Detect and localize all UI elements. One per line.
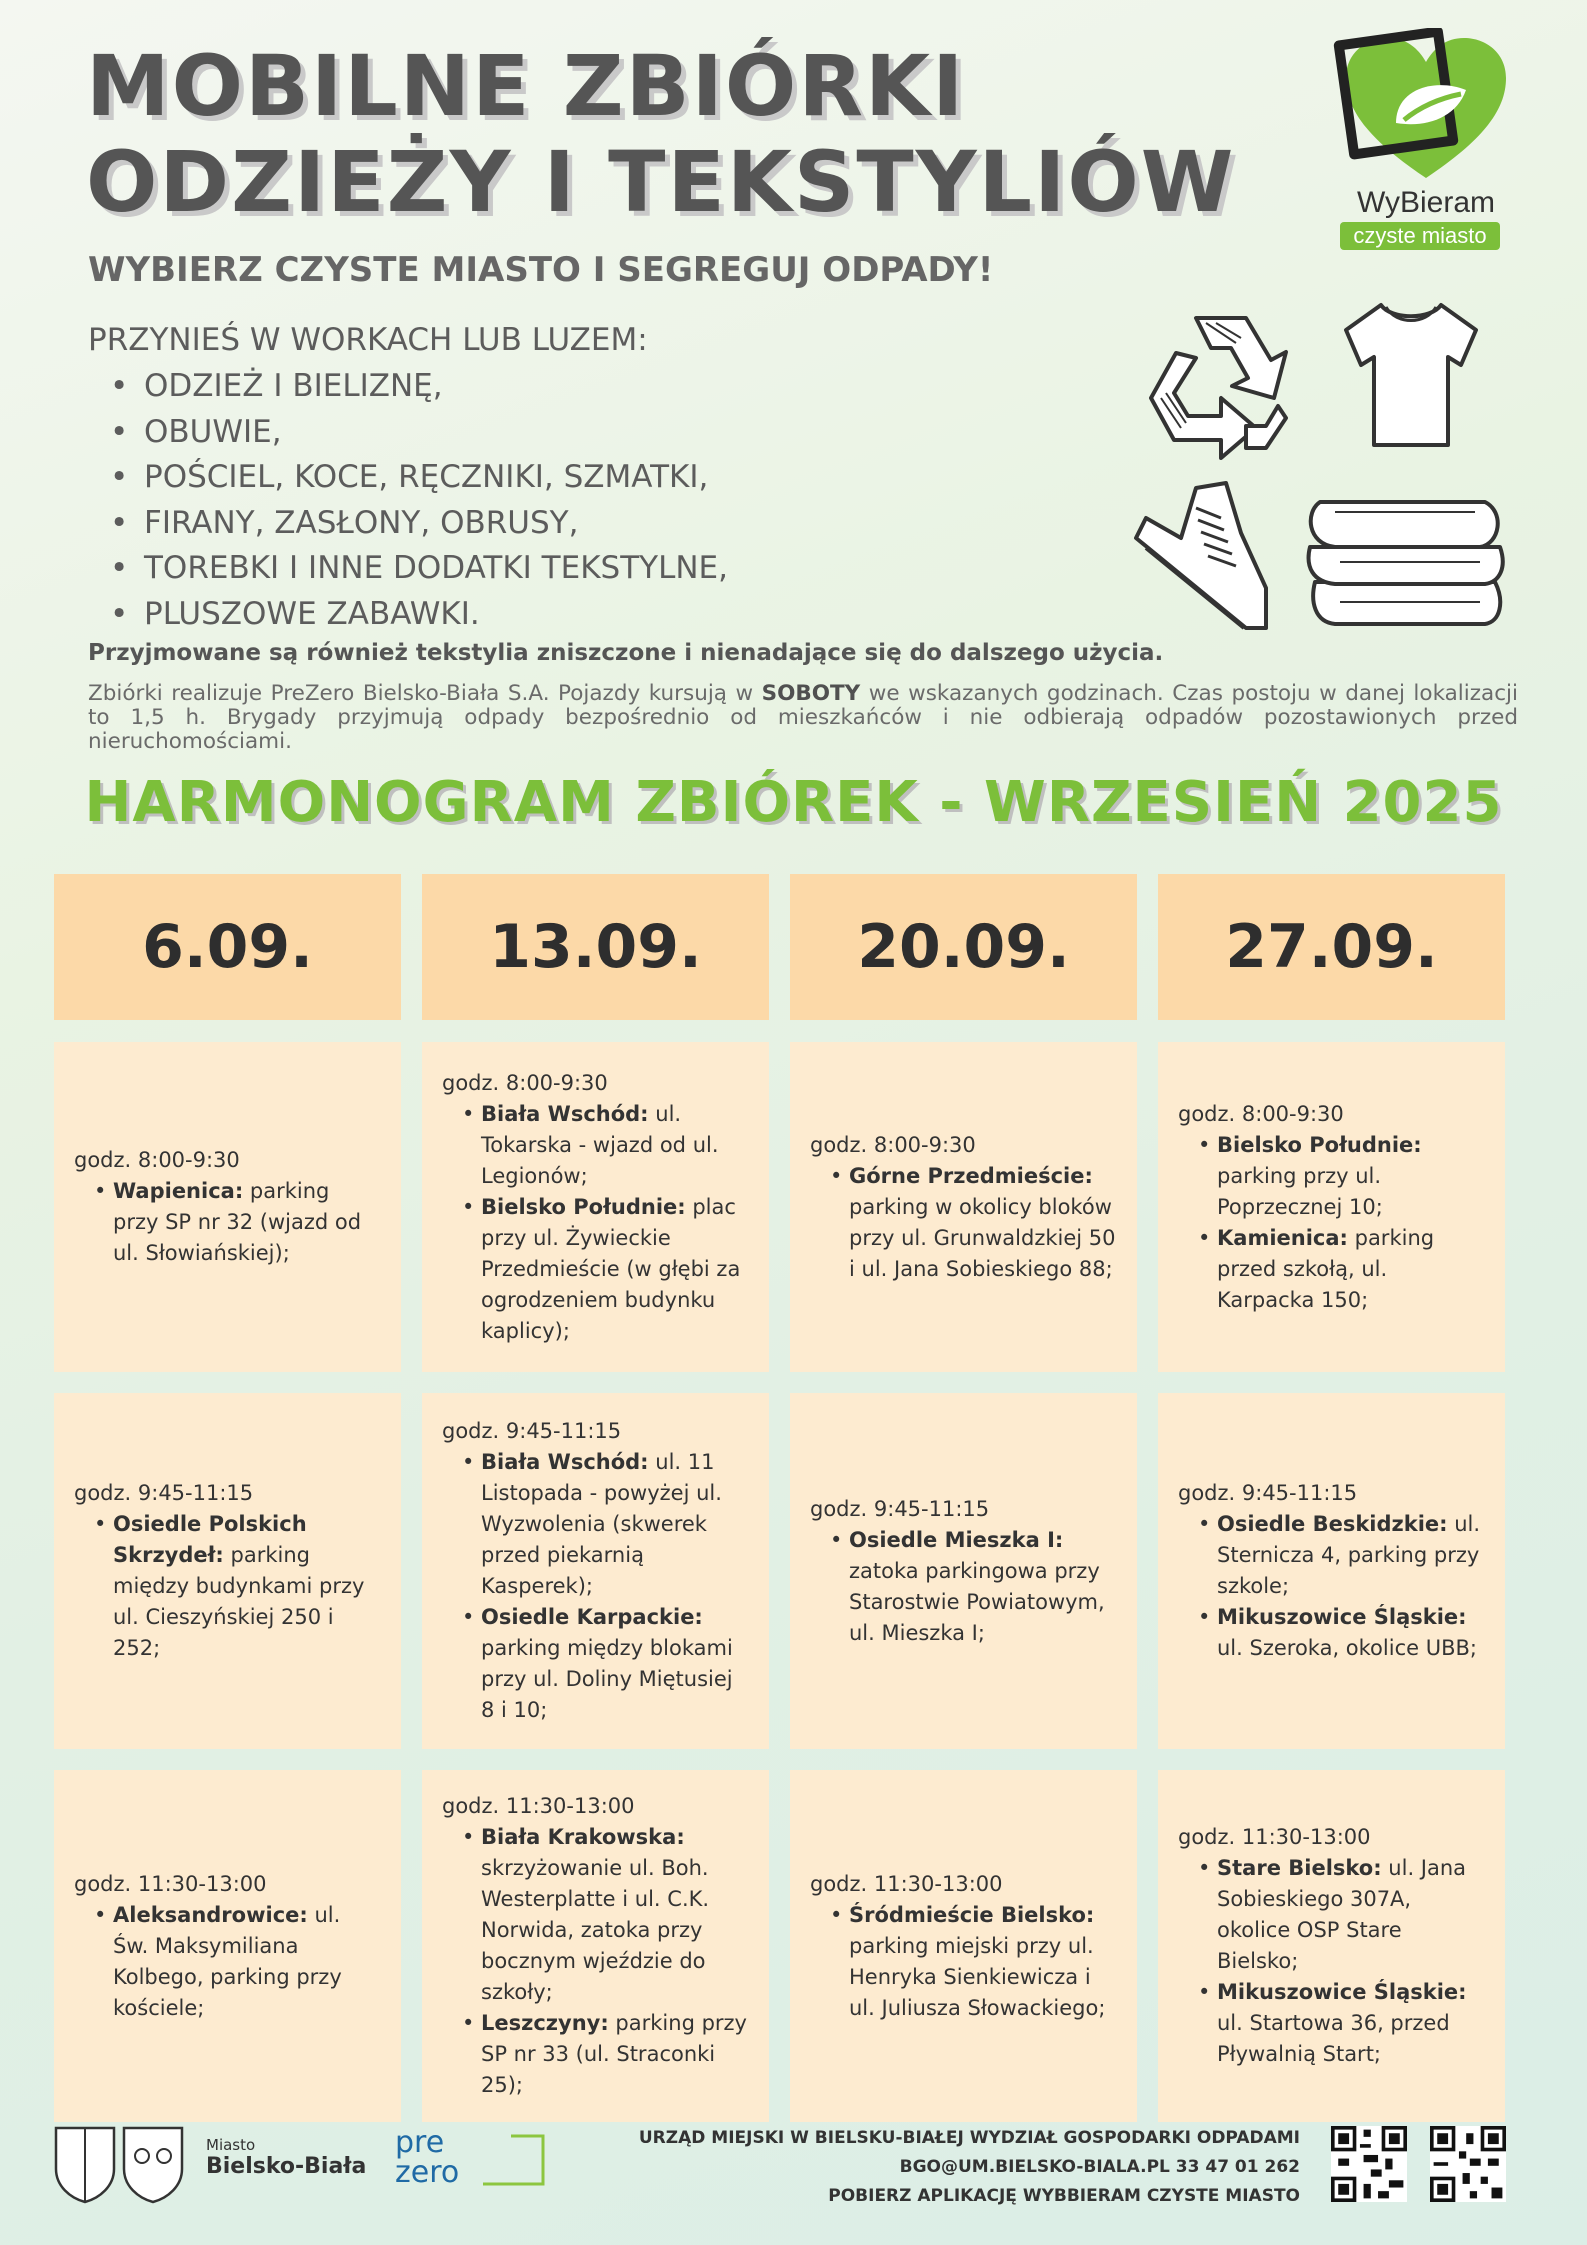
list-item: • PLUSZOWE ZABAWKI. (110, 592, 728, 638)
schedule-cell (54, 1042, 401, 1372)
prezero-zero: zero (395, 2155, 460, 2190)
accepted-note: Przyjmowane są również tekstylia zniszczone i nienadające się do dalszego użycia. (88, 640, 1164, 666)
schedule-grid (54, 874, 1506, 2122)
stop-location: Górne Przedmieście: (849, 1163, 1093, 1188)
stop-description: ul. Sternicza 4, parking przy szkole; (1217, 1512, 1481, 1598)
list-item: • OBUWIE, (110, 410, 728, 456)
collection-time: godz. 8:00-9:30 (442, 1070, 608, 1095)
subtitle: WYBIERZ CZYSTE MIASTO I SEGREGUJ ODPADY! (88, 250, 994, 290)
list-item: • POŚCIEL, KOCE, RĘCZNIKI, SZMATKI, (110, 455, 728, 501)
page-title (86, 38, 1235, 230)
footer-contact (639, 2124, 1300, 2211)
stop-location: Biała Wschód: (481, 1450, 649, 1474)
stop-description: ul. Szeroka, okolice UBB; (1217, 1636, 1477, 1660)
schedule-cell (54, 1770, 401, 2122)
stop-item (462, 1192, 749, 1347)
stop-item (1198, 1853, 1485, 1977)
collection-time: godz. 8:00-9:30 (810, 1132, 976, 1157)
stop-item (1198, 1223, 1485, 1316)
collection-time: godz. 11:30-13:00 (442, 1794, 635, 1818)
schedule-cell (1158, 1770, 1505, 2122)
collection-time: godz. 8:00-9:30 (74, 1148, 240, 1172)
schedule-cell (54, 1393, 401, 1749)
footer-line-3: POBIERZ APLIKACJĘ WYBBIERAM CZYSTE MIASTO (828, 2186, 1300, 2206)
collection-time: godz. 11:30-13:00 (1178, 1825, 1371, 1849)
stop-description: parking przy SP nr 32 (wjazd od ul. Słowiańskiej); (113, 1179, 362, 1265)
recycle-icon (1136, 298, 1306, 468)
stop-item (830, 1525, 1117, 1649)
stop-list (442, 1447, 749, 1726)
logo-name: WyBieram (1356, 186, 1496, 219)
collection-time: godz. 8:00-9:30 (1178, 1101, 1344, 1126)
stop-item (94, 1900, 381, 2024)
city-logo-big: Bielsko-Biała (206, 2154, 367, 2179)
city-coat-of-arms-icon (52, 2124, 192, 2204)
stop-location: Wapienica: (113, 1179, 244, 1203)
schedule-cell (422, 1770, 769, 2122)
date-header: 20.09. (790, 874, 1137, 1020)
collection-time: godz. 11:30-13:00 (74, 1871, 267, 1896)
schedule-cell (1158, 1042, 1505, 1372)
stop-location: Bielsko Południe: (481, 1194, 686, 1219)
prezero-pre: pre (395, 2125, 445, 2160)
stop-description: ul. Św. Maksymiliana Kolbego, parking przy kościele; (113, 1902, 342, 2020)
bring-intro: PRZYNIEŚ W WORKACH LUB LUZEM: (88, 322, 648, 358)
stop-item (94, 1509, 381, 1664)
schedule-cell (790, 1393, 1137, 1749)
stop-description: parking między blokami przy ul. Doliny Miętusiej 8 i 10; (481, 1636, 733, 1722)
stop-list (442, 1099, 749, 1347)
schedule-cell (790, 1770, 1137, 2122)
info-bold: SOBOTY (761, 681, 861, 706)
schedule-cell (422, 1042, 769, 1372)
stop-list (1178, 1130, 1485, 1316)
stop-item (830, 1161, 1117, 1285)
schedule-cell (422, 1393, 769, 1749)
stop-description: parking przy SP nr 33 (ul. Straconki 25); (481, 2011, 747, 2097)
qr-code-icon[interactable] (1331, 2126, 1407, 2202)
stop-list (810, 1900, 1117, 2024)
stop-description: parking przy ul. Poprzecznej 10; (1217, 1163, 1383, 1219)
stop-description: parking w okolicy bloków przy ul. Grunwaldzkiej 50 i ul. Jana Sobieskiego 88; (849, 1194, 1116, 1281)
stop-location: Mikuszowice Śląskie: (1217, 1980, 1467, 2004)
stop-description: ul. Startowa 36, przed Pływalnią Start; (1217, 2011, 1450, 2066)
schedule-cell (790, 1042, 1137, 1372)
wybieram-logo (1326, 28, 1526, 253)
list-item: • TOREBKI I INNE DODATKI TEKSTYLNE, (110, 546, 728, 592)
stop-item (830, 1900, 1117, 2024)
stop-description: ul. 11 Listopada - powyżej ul. Wyzwolenia (skwerek przed piekarnią Kasperek); (481, 1450, 722, 1598)
stop-list (810, 1161, 1117, 1285)
info-text-1: Zbiórki realizuje PreZero Bielsko-Biała S.A. Pojazdy kursują w (88, 681, 762, 706)
stop-location: Osiedle Polskich Skrzydeł: (113, 1512, 307, 1567)
stop-location: Stare Bielsko: (1217, 1856, 1382, 1880)
stop-item (1198, 1509, 1485, 1602)
stop-item (462, 1447, 749, 1602)
stop-list (442, 1822, 749, 2101)
stop-location: Biała Krakowska: (481, 1825, 685, 1849)
stop-location: Śródmieście Bielsko: (849, 1902, 1095, 1927)
stop-list (1178, 1853, 1485, 2070)
info-text-2: we wskazanych godzinach. Czas postoju w danej lokalizacji to 1,5 h. Brygady przyjmują odpady bezpośrednio od mieszkańców i nie odbierają odpadów pozostawionych przed nieruchomościami. (88, 681, 1518, 754)
stop-list (74, 1509, 381, 1664)
stop-location: Mikuszowice Śląskie: (1217, 1605, 1467, 1629)
list-item: • ODZIEŻ I BIELIZNĘ, (110, 364, 728, 410)
prezero-logo (393, 2125, 551, 2194)
stop-item (462, 2008, 749, 2101)
stop-location: Osiedle Karpackie: (481, 1605, 703, 1629)
heart-leaf-icon (1326, 28, 1526, 188)
folded-towels-icon (1295, 482, 1515, 632)
schedule-title: HARMONOGRAM ZBIÓREK - WRZESIEŃ 2025 (84, 770, 1503, 835)
stop-location: Kamienica: (1217, 1225, 1348, 1250)
stop-item (1198, 1602, 1485, 1664)
stop-item (462, 1099, 749, 1192)
collection-time: godz. 9:45-11:15 (1178, 1481, 1358, 1505)
city-logo-text (206, 2136, 366, 2179)
stop-item (462, 1602, 749, 1726)
stop-description: plac przy ul. Żywieckie Przedmieście (w głębi za ogrodzeniem budynku kaplicy); (481, 1194, 741, 1343)
stop-location: Aleksandrowice: (113, 1902, 308, 1927)
tshirt-icon (1336, 295, 1486, 455)
info-paragraph (88, 682, 1518, 754)
stop-description: parking przed szkołą, ul. Karpacka 150; (1217, 1225, 1435, 1312)
stop-list (74, 1900, 381, 2024)
stop-list (1178, 1509, 1485, 1664)
stop-description: skrzyżowanie ul. Boh. Westerplatte i ul. C.K. Norwida, zatoka przy bocznym wjeździe do szkoły; (481, 1856, 710, 2004)
collection-time: godz. 11:30-13:00 (810, 1871, 1003, 1896)
date-header: 27.09. (1158, 874, 1505, 1020)
qr-code-icon[interactable] (1430, 2126, 1506, 2202)
footer-line-1: URZĄD MIEJSKI W BIELSKU-BIAŁEJ WYDZIAŁ GOSPODARKI ODPADAMI (638, 2128, 1300, 2148)
date-header: 13.09. (422, 874, 769, 1020)
stop-description: ul. Tokarska - wjazd od ul. Legionów; (481, 1101, 719, 1188)
title-line-2: ODZIEŻY I TEKSTYLIÓW (86, 133, 1236, 231)
stop-description: parking między budynkami przy ul. Cieszyńskiej 250 i 252; (113, 1543, 365, 1660)
stop-location: Bielsko Południe: (1217, 1132, 1422, 1157)
stop-location: Osiedle Mieszka I: (849, 1527, 1064, 1552)
stop-list (810, 1525, 1117, 1649)
city-logo-small: Miasto (206, 2136, 256, 2154)
collection-time: godz. 9:45-11:15 (810, 1496, 990, 1521)
schedule-cell (1158, 1393, 1505, 1749)
sneaker-icon (1126, 478, 1276, 638)
collection-time: godz. 9:45-11:15 (74, 1481, 254, 1505)
stop-item (94, 1176, 381, 1269)
footer-line-2: BGO@UM.BIELSKO-BIALA.PL 33 47 01 262 (899, 2157, 1300, 2177)
stop-location: Biała Wschód: (481, 1101, 649, 1126)
date-header: 6.09. (54, 874, 401, 1020)
stop-item (1198, 1977, 1485, 2070)
stop-item (462, 1822, 749, 2008)
collection-time: godz. 9:45-11:15 (442, 1419, 622, 1443)
logo-tagline: czyste miasto (1340, 222, 1500, 250)
stop-description: ul. Jana Sobieskiego 307A, okolice OSP Stare Bielsko; (1217, 1856, 1467, 1973)
stop-description: parking miejski przy ul. Henryka Sienkiewicza i ul. Juliusza Słowackiego; (849, 1933, 1106, 2020)
list-item: • FIRANY, ZASŁONY, OBRUSY, (110, 501, 728, 547)
stop-item (1198, 1130, 1485, 1223)
title-line-1: MOBILNE ZBIÓRKI (86, 37, 966, 135)
stop-location: Leszczyny: (481, 2011, 609, 2035)
stop-list (74, 1176, 381, 1269)
stop-description: zatoka parkingowa przy Starostwie Powiatowym, ul. Mieszka I; (849, 1558, 1105, 1645)
stop-location: Osiedle Beskidzkie: (1217, 1512, 1448, 1536)
items-list (110, 364, 728, 637)
